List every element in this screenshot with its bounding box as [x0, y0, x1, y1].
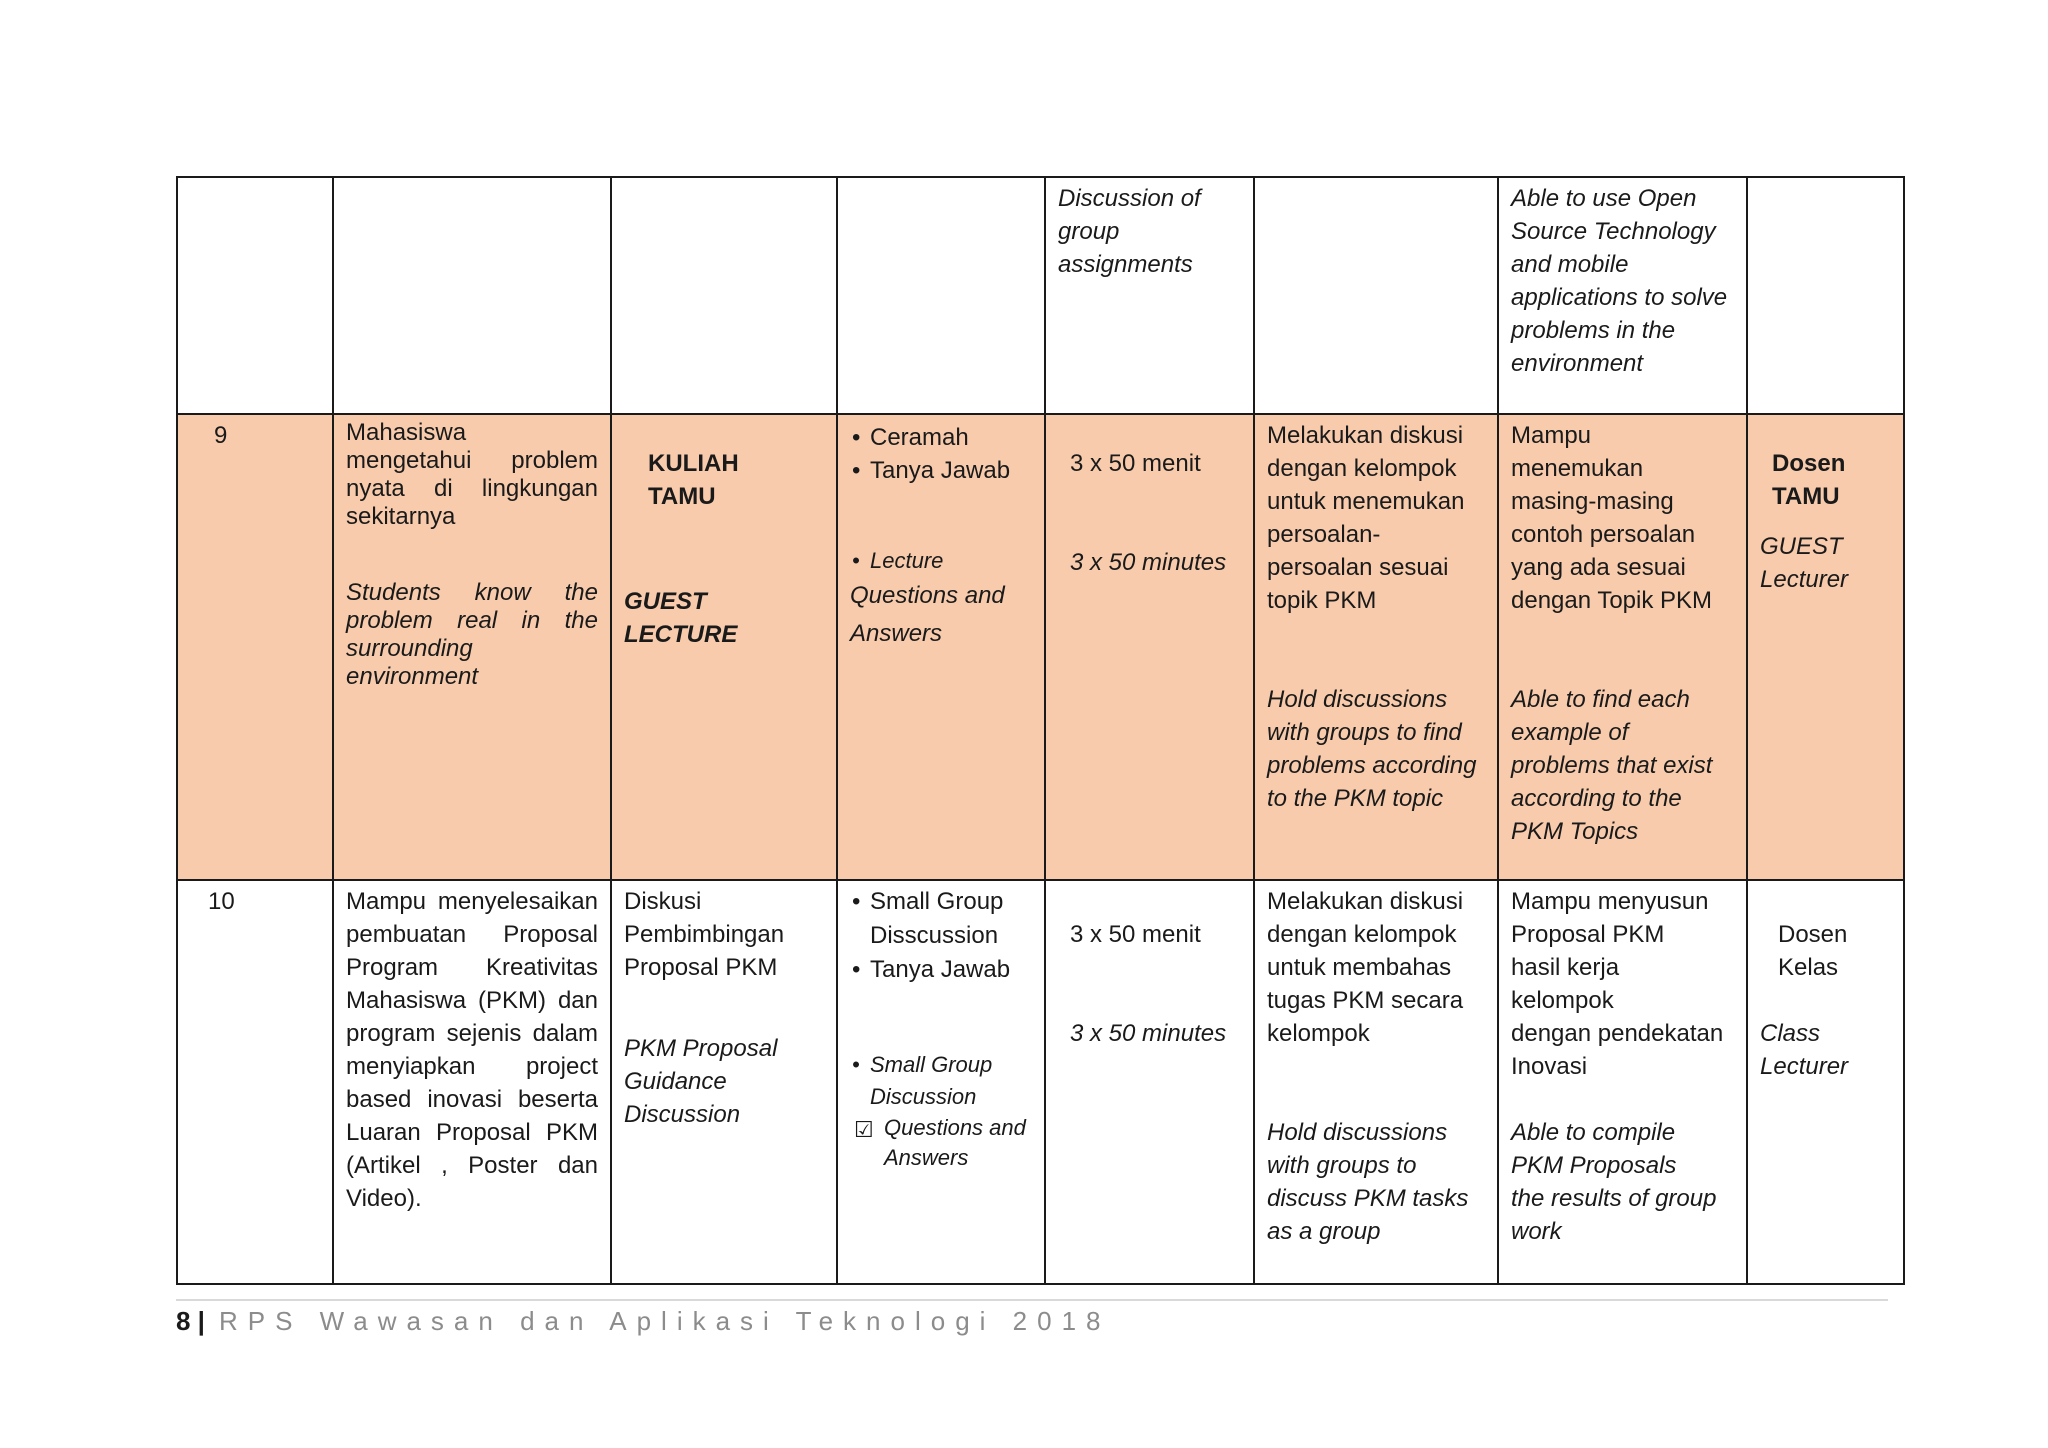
cell-indicator [1498, 414, 1747, 880]
text-line: as a group [1267, 1218, 1381, 1245]
table-row-continued [177, 177, 1904, 414]
document-title: RPS Wawasan dan Aplikasi Teknologi 2018 [218, 1306, 1111, 1336]
indicator-en [1511, 683, 1734, 848]
text-line: environment [1511, 350, 1644, 377]
spacer [1511, 617, 1734, 683]
material-id [624, 885, 824, 984]
text-line: and mobile [1511, 251, 1629, 278]
text-line: according to the [1511, 785, 1682, 812]
text-line: yang ada sesuai [1511, 554, 1686, 581]
text-line: Melakukan diskusi [1267, 888, 1464, 915]
cell-lecturer [1747, 880, 1904, 1284]
text-line: Guidance [624, 1068, 727, 1095]
text-line: GUEST [1760, 533, 1843, 560]
text-line: the results of group [1511, 1185, 1717, 1212]
activity-id [1267, 419, 1485, 617]
cell-method [837, 414, 1045, 880]
text-line: Able to compile [1511, 1119, 1676, 1146]
text-line: untuk membahas [1267, 954, 1452, 981]
outcome-en: Students know the problem real in the surrounding environment [346, 579, 598, 690]
text-line: Diskusi [624, 888, 702, 915]
indicator-id [1511, 885, 1734, 1083]
footer-divider [176, 1299, 1888, 1301]
text-line: PKM Topics [1511, 818, 1639, 845]
list-item: • Small Group Disscussion [850, 885, 1032, 953]
material-en [624, 1032, 824, 1131]
checkbox-icon: ☑ [854, 1117, 874, 1142]
page-footer [176, 1304, 1111, 1338]
text-line: contoh persoalan [1511, 521, 1696, 548]
text-line: with groups to find [1267, 719, 1462, 746]
text-line: Proposal PKM [1511, 921, 1665, 948]
check-item-label: Questions and Answers [884, 1115, 1026, 1170]
rps-table [176, 176, 1905, 1285]
text-line: persoalan- [1267, 521, 1381, 548]
cell-material [611, 177, 837, 414]
text-line: Hold discussions [1267, 686, 1448, 713]
indicator-en [1511, 1116, 1734, 1248]
cell-activity [1254, 880, 1498, 1284]
text-line: hasil kerja [1511, 954, 1620, 981]
material-id [624, 447, 824, 513]
cell-indicator [1498, 177, 1747, 414]
text-line: Inovasi [1511, 1053, 1588, 1080]
text-line: PKM Proposals [1511, 1152, 1677, 1179]
lecturer-id [1760, 918, 1891, 984]
time-id: 3 x 50 menit [1070, 921, 1201, 948]
cell-lecturer [1747, 414, 1904, 880]
text-line: to the PKM topic [1267, 785, 1444, 812]
method-list-en [850, 545, 1032, 577]
time-en: 3 x 50 minutes [1070, 549, 1227, 576]
text-line: Discussion [624, 1101, 741, 1128]
cell-indicator [1498, 880, 1747, 1284]
text-line: Questions and [850, 582, 1005, 609]
text-line: work [1511, 1218, 1562, 1245]
spacer [850, 487, 1032, 545]
text-line: KULIAH [648, 450, 739, 477]
text-line: group [1058, 218, 1120, 245]
text-line: menemukan [1511, 455, 1644, 482]
text-line: kelompok [1511, 987, 1614, 1014]
text-line: persoalan sesuai [1267, 554, 1449, 581]
spacer [850, 987, 1032, 1049]
table-row-week-9 [177, 414, 1904, 880]
indicator-id [1511, 419, 1734, 617]
time-en: 3 x 50 minutes [1070, 1020, 1227, 1047]
text-line: TAMU [1772, 483, 1840, 510]
text-line: tugas PKM secara [1267, 987, 1464, 1014]
cell-activity [1254, 177, 1498, 414]
text-line: Answers [850, 620, 943, 647]
list-item: • Small Group Discussion [850, 1049, 1032, 1113]
text-line: Class [1760, 1020, 1821, 1047]
text-line: TAMU [648, 483, 716, 510]
text-line: problems according [1267, 752, 1477, 779]
method-list-id [850, 885, 1032, 987]
text-line: dengan pendekatan [1511, 1020, 1724, 1047]
text-line: Lecturer [1760, 566, 1849, 593]
spacer [624, 984, 824, 1032]
week-number: 9 [177, 414, 333, 880]
text-line: masing-masing [1511, 488, 1674, 515]
text-line: Able to find each [1511, 686, 1690, 713]
text-line: Source Technology [1511, 218, 1716, 245]
week-number: 10 [177, 880, 333, 1284]
cell-material [611, 880, 837, 1284]
page-number: 8 | [176, 1306, 205, 1336]
text-line: problems in the [1511, 317, 1676, 344]
text-line: Melakukan diskusi [1267, 422, 1464, 449]
text-line: Mampu menyusun [1511, 888, 1709, 915]
list-item: • Ceramah [850, 421, 1032, 454]
list-item: • Tanya Jawab [850, 454, 1032, 487]
text-line: Able to use Open [1511, 185, 1697, 212]
spacer [1760, 513, 1891, 530]
cell-method [837, 177, 1045, 414]
list-item: • Lecture [850, 545, 1032, 577]
method-list-en [850, 1049, 1032, 1113]
text-line: example of [1511, 719, 1629, 746]
text-line: applications to solve [1511, 284, 1728, 311]
activity-id [1267, 885, 1485, 1050]
spacer [346, 531, 598, 579]
text-line: with groups to [1267, 1152, 1417, 1179]
cell-activity [1254, 414, 1498, 880]
cell-method [837, 880, 1045, 1284]
cell-material [611, 414, 837, 880]
text-line: dengan kelompok [1267, 455, 1457, 482]
cell-outcome [333, 177, 611, 414]
lecturer-en [1760, 1017, 1891, 1083]
material-en: GUEST LECTURE [624, 588, 738, 648]
spacer [1070, 480, 1241, 546]
time-id: 3 x 50 menit [1070, 450, 1201, 477]
spacer [1760, 984, 1891, 1017]
method-en-cont [850, 577, 1032, 653]
activity-en [1267, 1116, 1485, 1248]
spacer [1511, 1083, 1734, 1116]
text-line: topik PKM [1267, 587, 1377, 614]
text-line: Hold discussions [1267, 1119, 1448, 1146]
list-item: • Tanya Jawab [850, 953, 1032, 987]
text-line: Kelas [1778, 954, 1839, 981]
outcome-id: Mahasiswa mengetahui problem nyata di lingkungan sekitarnya [346, 419, 598, 530]
text-line: Pembimbingan [624, 921, 785, 948]
text-line: problems that exist [1511, 752, 1713, 779]
cell-time [1045, 177, 1254, 414]
text-line: Lecturer [1760, 1053, 1849, 1080]
text-line: Discussion of [1058, 185, 1201, 212]
cell-outcome [333, 414, 611, 880]
text-line: untuk menemukan [1267, 488, 1465, 515]
text-line: kelompok [1267, 1020, 1370, 1047]
spacer [624, 513, 824, 585]
table-row-week-10 [177, 880, 1904, 1284]
cell-time [1045, 880, 1254, 1284]
spacer [1070, 951, 1241, 1017]
text-line: Dosen [1778, 921, 1848, 948]
spacer [1267, 617, 1485, 683]
text-line: Proposal PKM [624, 954, 778, 981]
text-line: dengan kelompok [1267, 921, 1457, 948]
cell-outcome [333, 880, 611, 1284]
method-check-item [850, 1113, 1032, 1173]
method-list-id [850, 421, 1032, 487]
lecturer-id [1760, 447, 1891, 513]
text-line: Mampu [1511, 422, 1592, 449]
text-line: dengan Topik PKM [1511, 587, 1713, 614]
text-line: discuss PKM tasks [1267, 1185, 1469, 1212]
text-line: Dosen [1772, 450, 1846, 477]
lecturer-en [1760, 530, 1891, 596]
activity-en [1267, 683, 1485, 815]
spacer [1267, 1050, 1485, 1116]
text-line: PKM Proposal [624, 1035, 778, 1062]
outcome-id: Mampu menyelesaikan pembuatan Proposal Program Kreativitas Mahasiswa (PKM) dan program sejenis dalam menyiapkan project based inovasi beserta Luaran Proposal PKM (Artikel , Poster dan Video). [346, 888, 598, 1212]
cell-week [177, 177, 333, 414]
cell-lecturer [1747, 177, 1904, 414]
cell-time [1045, 414, 1254, 880]
text-line: assignments [1058, 251, 1193, 278]
